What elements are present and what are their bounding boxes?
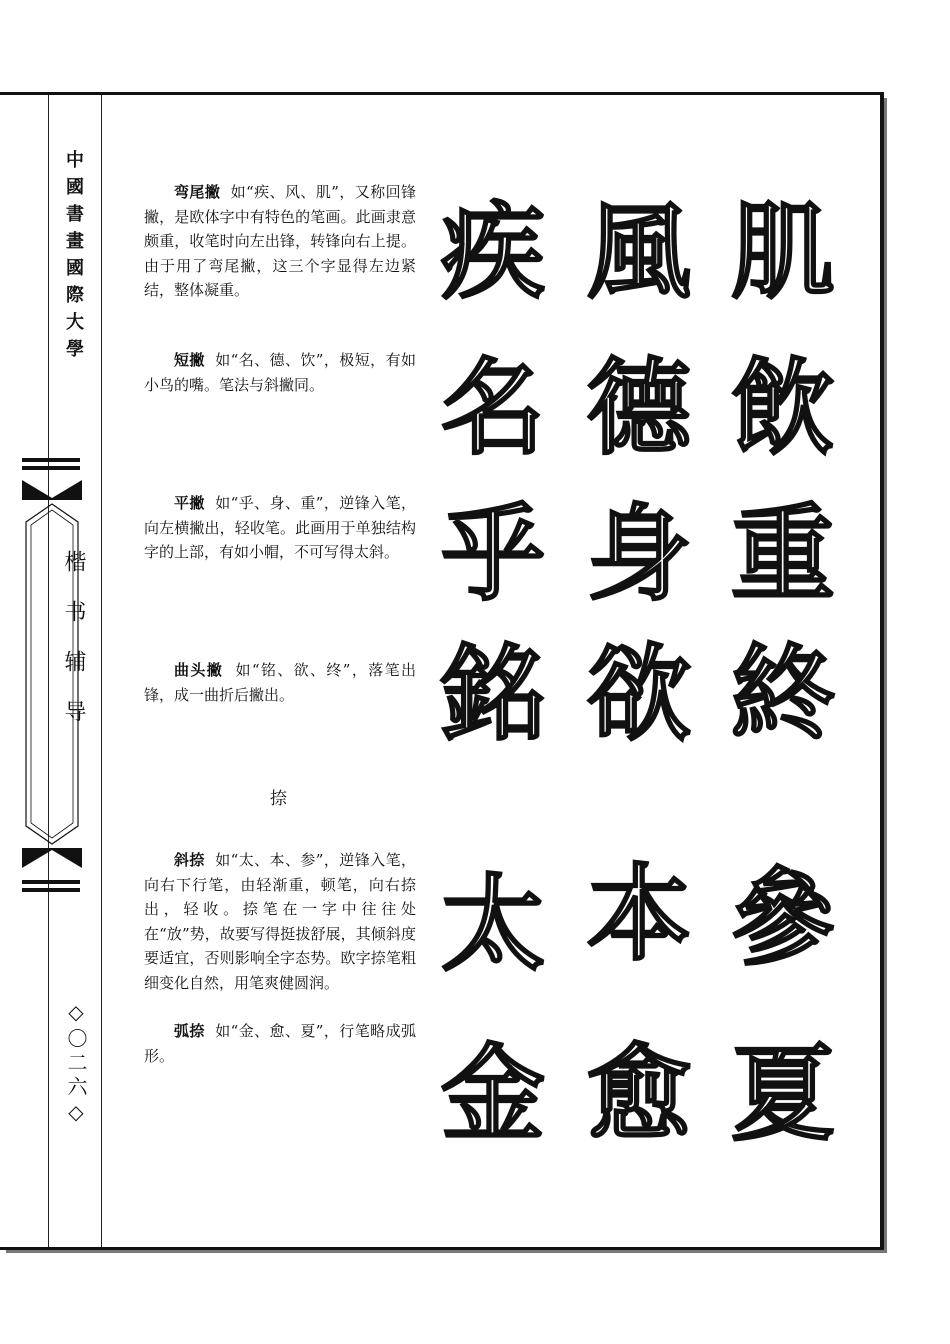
calligraphy-glyph: 本 <box>586 853 691 975</box>
calligraphy-glyph: 夏 <box>730 1033 835 1155</box>
calligraphy-glyph: 重 <box>730 493 835 615</box>
calligraphy-glyph: 身 <box>586 493 691 615</box>
paragraph-duanpie <box>144 348 416 397</box>
calligraphy-glyph: 名 <box>440 347 545 469</box>
calligraphy-glyph: 終 <box>730 633 835 755</box>
term-label: 弯尾撇 <box>174 183 221 201</box>
paragraph-text: 如“金、愈、夏”，行笔略成弧形。 <box>144 1022 416 1065</box>
paragraph-wanweipie <box>144 180 416 303</box>
term-label: 曲头撇 <box>174 661 224 679</box>
paragraph-huna <box>144 1019 416 1068</box>
calligraphy-glyph: 乎 <box>440 493 545 615</box>
calligraphy-glyph: 金 <box>440 1033 545 1155</box>
calligraphy-glyph: 欲 <box>586 633 691 755</box>
spine-line-right <box>101 95 102 1247</box>
calligraphy-glyph: 德 <box>586 347 691 469</box>
page-number: ◇〇二六◇ <box>64 1000 88 1128</box>
term-label: 弧捺 <box>174 1022 205 1040</box>
paragraph-text: 如“太、本、参”，逆锋入笔，向右下行笔，由轻渐重，顿笔，向右捺出，轻收。捺笔在一字中往往处在“放”势，故要写得挺拔舒展，其倾斜度要适宜，否则影响全字态势。欧字捺笔粗细变化自然，用笔爽健圆润。 <box>144 851 416 992</box>
term-label: 斜捺 <box>174 851 205 869</box>
paragraph-text: 如“名、德、饮”，极短，有如小鸟的嘴。笔法与斜撇同。 <box>144 351 416 394</box>
paragraph-text: 如“乎、身、重”，逆锋入笔，向左横撇出，轻收笔。此画用于单独结构字的上部，有如小帽，不可写得太斜。 <box>144 494 416 561</box>
section-band-bottom-1 <box>22 880 80 884</box>
calligraphy-glyph: 疾 <box>440 191 545 313</box>
paragraph-pingpie <box>144 491 416 565</box>
section-heading-na: 捺 <box>270 789 287 809</box>
calligraphy-glyph: 參 <box>730 857 835 979</box>
frame-shadow-bottom <box>6 1250 887 1253</box>
spine-section-label: 楷书辅导 <box>61 550 86 750</box>
paragraph-qutoupie <box>144 658 416 707</box>
spine-title: 中國書畫國際大學 <box>63 150 84 366</box>
calligraphy-glyph: 肌 <box>730 191 835 313</box>
calligraphy-glyph: 飲 <box>730 347 835 469</box>
paragraph-text: 如“铭、欲、终”，落笔出锋，成一曲折后撇出。 <box>144 661 416 704</box>
section-band-bottom-2 <box>22 888 80 892</box>
frame-top-border <box>0 92 884 95</box>
calligraphy-glyph: 愈 <box>586 1033 691 1155</box>
frame-shadow-right <box>884 98 887 1253</box>
calligraphy-glyph: 銘 <box>440 633 545 755</box>
calligraphy-glyph: 風 <box>586 191 691 313</box>
paragraph-text: 如“疾、风、肌”，又称回锋撇，是欧体字中有特色的笔画。此画隶意颇重，收笔时向左出锋，转锋向右上提。由于用了弯尾撇，这三个字显得左边紧结，整体凝重。 <box>144 183 416 299</box>
calligraphy-glyph: 太 <box>440 863 545 985</box>
paragraph-xiena <box>144 848 416 995</box>
term-label: 平撇 <box>174 494 205 512</box>
term-label: 短撇 <box>174 351 205 369</box>
